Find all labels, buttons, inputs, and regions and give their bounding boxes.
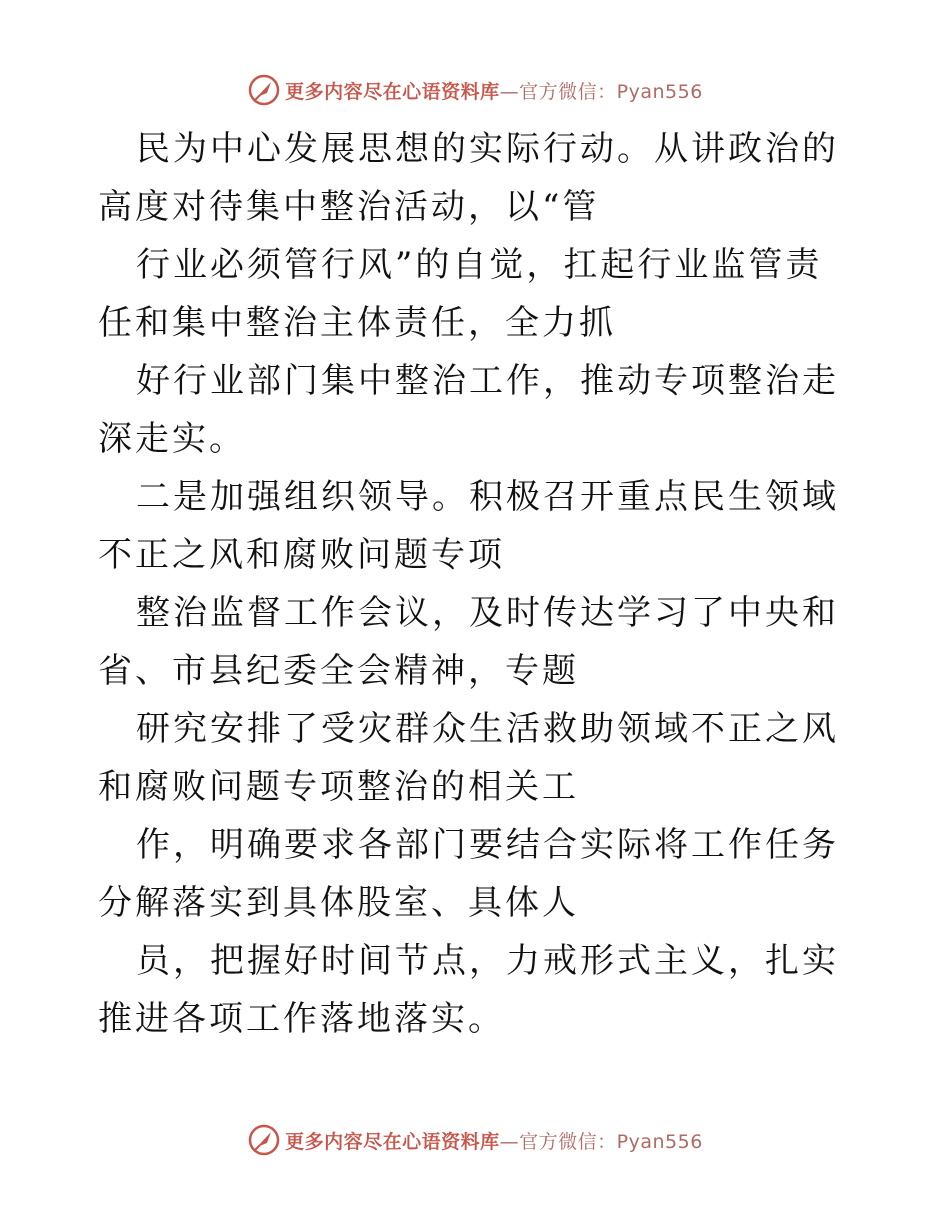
paragraph: 好行业部门集中整治工作，推动专项整治走深走实。 (98, 361, 839, 459)
document-body (98, 120, 858, 1048)
footer-watermark (0, 1120, 950, 1160)
paragraph: 研究安排了受灾群众生活救助领域不正之风和腐败问题专项整治的相关工 (98, 709, 839, 807)
watermark-sub-text: —官方微信：Pyan556 (499, 80, 703, 103)
header-watermark (0, 70, 950, 110)
watermark-main-text: 更多内容尽在心语资料库 (285, 80, 500, 103)
watermark-main-text: 更多内容尽在心语资料库 (285, 1130, 500, 1153)
paragraph: 作，明确要求各部门要结合实际将工作任务分解落实到具体股室、具体人 (98, 825, 839, 923)
paragraph: 整治监督工作会议，及时传达学习了中央和省、市县纪委全会精神，专题 (98, 593, 839, 691)
paragraph: 民为中心发展思想的实际行动。从讲政治的高度对待集中整治活动，以“管 (98, 129, 839, 227)
quill-logo-icon (247, 73, 281, 107)
quill-logo-icon (247, 1123, 281, 1157)
watermark-sub-text: —官方微信：Pyan556 (499, 1130, 703, 1153)
paragraph: 员，把握好时间节点，力戒形式主义，扎实推进各项工作落地落实。 (98, 941, 839, 1039)
paragraph: 二是加强组织领导。积极召开重点民生领域不正之风和腐败问题专项 (98, 477, 839, 575)
paragraph: 行业必须管行风”的自觉，扛起行业监管责任和集中整治主体责任，全力抓 (98, 245, 823, 343)
